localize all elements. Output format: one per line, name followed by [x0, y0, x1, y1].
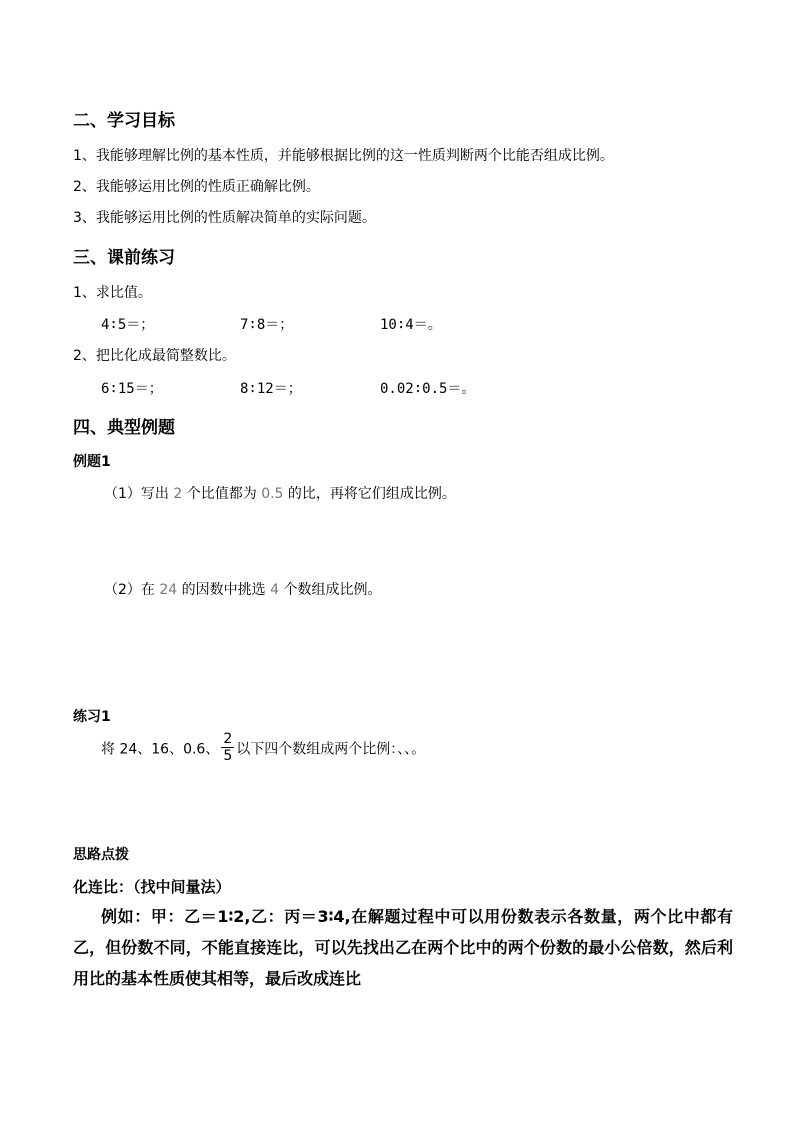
- fraction-two-fifths: [221, 731, 234, 764]
- section-heading-examples: 四、典型例题: [73, 418, 175, 438]
- section-heading-practice: 三、课前练习: [73, 248, 175, 268]
- example-1-part-1-prefix: （1）写出: [104, 486, 169, 502]
- question-1-item-2: 7∶8＝；: [240, 317, 294, 333]
- goal-item-3: 3、我能够运用比例的性质解决简单的实际问题。: [73, 210, 376, 226]
- tips-subheading: 化连比：（找中间量法）: [73, 878, 231, 896]
- example-1-part-2-prefix: （2）在: [104, 582, 155, 598]
- example-1-part-2-num1: 24: [159, 582, 178, 598]
- example-1-part-2-mid: 的因数中挑选: [181, 582, 266, 598]
- fraction-numerator: 2: [223, 731, 233, 747]
- practice-1-question: [101, 733, 425, 766]
- goal-item-2: 2、我能够运用比例的性质正确解比例。: [73, 179, 320, 195]
- fraction-denominator: 5: [223, 748, 233, 764]
- example-1-part-2-num2: 4: [270, 582, 280, 598]
- example-1-part-1-suffix: 的比，再将它们组成比例。: [287, 486, 456, 502]
- goal-item-1: 1、我能够理解比例的基本性质，并能够根据比例的这一性质判断两个比能否组成比例。: [73, 148, 614, 164]
- practice-1-label: 练习1: [73, 709, 111, 725]
- question-1-item-1: 4∶5＝；: [101, 317, 155, 333]
- practice-1-prefix: 将 24、16、0.6、: [101, 741, 220, 758]
- example-1-part-1: [104, 483, 456, 503]
- section-heading-goals: 二、学习目标: [73, 111, 175, 131]
- example-1-part-2: [104, 579, 381, 599]
- practice-1-suffix: 以下四个数组成两个比例：、、。: [236, 741, 426, 758]
- tips-paragraph: 例如：甲：乙＝1∶2,乙：丙＝3∶4,在解题过程中可以用份数表示各数量，两个比中都有乙，但份数不同，不能直接连比，可以先找出乙在两个比中的两个份数的最小公倍数，然后利用比的基本性质使其相等，最后改成连比: [73, 907, 733, 988]
- question-2-item-3: 0.02∶0.5＝。: [380, 381, 476, 397]
- example-1-part-1-num1: 2: [173, 486, 183, 502]
- example-1-part-1-mid: 个比值都为: [186, 486, 257, 502]
- question-1-item-3: 10∶4＝。: [380, 317, 442, 333]
- example-1-label: 例题1: [73, 454, 111, 470]
- question-2-item-2: 8∶12＝；: [240, 381, 302, 397]
- example-1-part-1-num2: 0.5: [261, 486, 284, 502]
- example-1-part-2-suffix: 个数组成比例。: [283, 582, 382, 598]
- tips-heading: 思路点拨: [73, 847, 129, 863]
- question-1-label: 1、求比值。: [73, 285, 152, 301]
- question-2-label: 2、把比化成最简整数比。: [73, 348, 236, 364]
- question-2-item-1: 6∶15＝；: [101, 381, 163, 397]
